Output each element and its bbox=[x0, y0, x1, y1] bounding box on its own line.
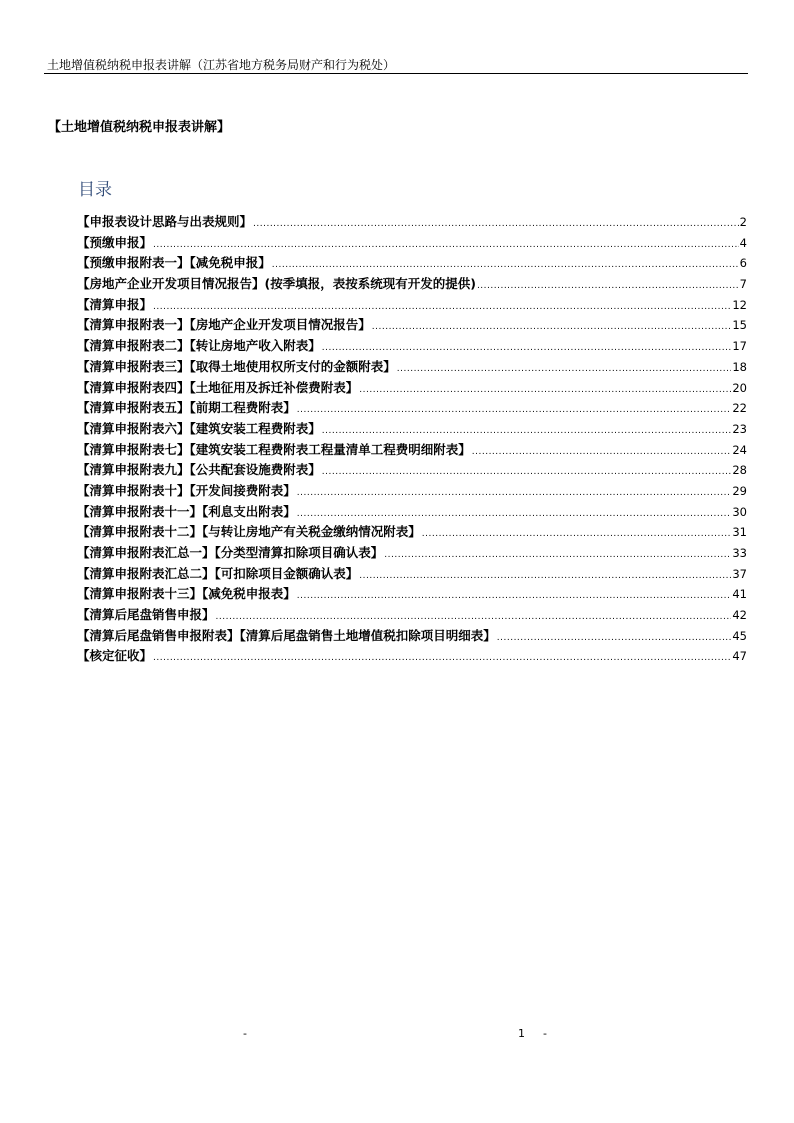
footer-page-number: 1 bbox=[518, 1027, 525, 1040]
toc-entry-page: 45 bbox=[732, 628, 747, 643]
toc-entry[interactable] bbox=[77, 233, 747, 254]
toc-entry[interactable] bbox=[77, 605, 747, 626]
toc-entry-label: 【清算申报附表一】【房地产企业开发项目情况报告】 bbox=[77, 317, 371, 333]
toc-entry-label: 【预缴申报附表一】【减免税申报】 bbox=[77, 255, 271, 271]
toc-leader-dots bbox=[497, 633, 732, 643]
document-title: 【土地增值税纳税申报表讲解】 bbox=[48, 120, 231, 135]
toc-entry[interactable] bbox=[77, 212, 747, 233]
toc-leader-dots bbox=[216, 612, 732, 622]
toc-entry-page: 17 bbox=[732, 339, 747, 354]
toc-leader-dots bbox=[153, 653, 731, 663]
toc-entry-label: 【预缴申报】 bbox=[77, 234, 153, 250]
toc-entry-page: 37 bbox=[732, 566, 747, 581]
toc-entry-page: 2 bbox=[739, 215, 747, 229]
table-of-contents bbox=[77, 212, 747, 667]
toc-entry-label: 【清算申报附表三】【取得土地使用权所支付的金额附表】 bbox=[77, 358, 396, 374]
toc-leader-dots bbox=[477, 281, 739, 291]
toc-entry-page: 20 bbox=[732, 380, 747, 395]
toc-entry[interactable] bbox=[77, 522, 747, 543]
toc-entry[interactable] bbox=[77, 460, 747, 481]
toc-entry-label: 【清算申报附表五】【前期工程费附表】 bbox=[77, 400, 296, 416]
toc-entry-label: 【房地产企业开发项目情况报告】(按季填报，表按系统现有开发的提供) bbox=[77, 276, 476, 292]
toc-leader-dots bbox=[297, 509, 732, 519]
toc-entry-page: 6 bbox=[739, 256, 747, 271]
toc-entry-page: 47 bbox=[732, 649, 747, 664]
toc-entry-page: 12 bbox=[732, 297, 747, 312]
toc-leader-dots bbox=[359, 385, 731, 395]
toc-entry-page: 22 bbox=[732, 401, 747, 416]
toc-leader-dots bbox=[472, 447, 732, 457]
toc-entry-page: 31 bbox=[732, 525, 747, 540]
toc-leader-dots bbox=[253, 219, 739, 229]
running-header: 土地增值税纳税申报表讲解（江苏省地方税务局财产和行为税处） bbox=[47, 58, 396, 72]
toc-entry-label: 【清算申报附表汇总一】【分类型清算扣除项目确认表】 bbox=[77, 545, 384, 560]
toc-entry-page: 24 bbox=[732, 442, 747, 457]
toc-entry-page: 33 bbox=[732, 546, 747, 560]
toc-entry-label: 【清算申报附表六】【建筑安装工程费附表】 bbox=[77, 420, 321, 436]
toc-entry[interactable] bbox=[77, 274, 747, 295]
toc-entry[interactable] bbox=[77, 481, 747, 502]
toc-entry[interactable] bbox=[77, 419, 747, 440]
toc-leader-dots bbox=[422, 529, 732, 539]
toc-leader-dots bbox=[322, 467, 732, 477]
toc-leader-dots bbox=[297, 405, 732, 415]
toc-entry-page: 29 bbox=[732, 483, 747, 498]
toc-entry-label: 【申报表设计思路与出表规则】 bbox=[77, 214, 253, 229]
toc-entry-label: 【清算申报附表十二】【与转让房地产有关税金缴纳情况附表】 bbox=[77, 524, 421, 540]
toc-entry[interactable] bbox=[77, 398, 747, 419]
toc-entry-page: 42 bbox=[732, 608, 747, 623]
toc-entry-label: 【清算申报附表九】【公共配套设施费附表】 bbox=[77, 462, 321, 478]
toc-entry-page: 41 bbox=[732, 587, 747, 602]
toc-entry[interactable] bbox=[77, 543, 747, 564]
toc-entry-label: 【清算申报附表十一】【利息支出附表】 bbox=[77, 503, 296, 519]
toc-entry[interactable] bbox=[77, 564, 747, 585]
toc-entry-label: 【清算申报附表七】【建筑安装工程费附表工程量清单工程费明细附表】 bbox=[77, 441, 471, 457]
toc-leader-dots bbox=[359, 571, 731, 581]
toc-entry[interactable] bbox=[77, 502, 747, 523]
toc-entry-page: 30 bbox=[732, 504, 747, 519]
footer-right-mark: - bbox=[543, 1027, 547, 1040]
toc-entry[interactable] bbox=[77, 646, 747, 667]
toc-entry-page: 28 bbox=[732, 463, 747, 478]
toc-leader-dots bbox=[153, 302, 731, 312]
toc-entry-label: 【清算申报附表二】【转让房地产收入附表】 bbox=[77, 338, 321, 354]
toc-leader-dots bbox=[272, 260, 739, 270]
toc-entry[interactable] bbox=[77, 295, 747, 316]
toc-entry-label: 【清算申报】 bbox=[77, 296, 153, 312]
header-divider bbox=[44, 73, 748, 74]
toc-entry[interactable] bbox=[77, 315, 747, 336]
toc-entry-label: 【核定征收】 bbox=[77, 648, 153, 664]
toc-entry-label: 【清算后尾盘销售申报附表】【清算后尾盘销售土地增值税扣除项目明细表】 bbox=[77, 627, 496, 643]
toc-leader-dots bbox=[297, 488, 732, 498]
toc-leader-dots bbox=[384, 550, 731, 560]
toc-leader-dots bbox=[372, 322, 732, 332]
toc-entry-label: 【清算申报附表十】【开发间接费附表】 bbox=[77, 482, 296, 498]
toc-entry[interactable] bbox=[77, 378, 747, 399]
toc-entry-page: 4 bbox=[739, 235, 747, 250]
toc-heading: 目录 bbox=[78, 180, 112, 200]
toc-entry-label: 【清算申报附表十三】【减免税申报表】 bbox=[77, 586, 296, 602]
toc-entry[interactable] bbox=[77, 440, 747, 461]
toc-entry-page: 23 bbox=[732, 421, 747, 436]
toc-entry[interactable] bbox=[77, 253, 747, 274]
toc-entry-label: 【清算申报附表四】【土地征用及拆迁补偿费附表】 bbox=[77, 379, 359, 395]
toc-entry-label: 【清算申报附表汇总二】【可扣除项目金额确认表】 bbox=[77, 565, 359, 581]
toc-entry[interactable] bbox=[77, 336, 747, 357]
toc-entry-page: 15 bbox=[732, 318, 747, 333]
toc-leader-dots bbox=[322, 343, 732, 353]
toc-entry[interactable] bbox=[77, 357, 747, 378]
toc-leader-dots bbox=[297, 591, 732, 601]
toc-leader-dots bbox=[397, 364, 732, 374]
toc-entry-page: 18 bbox=[732, 359, 747, 374]
toc-entry-label: 【清算后尾盘销售申报】 bbox=[77, 607, 215, 623]
toc-entry-page: 7 bbox=[739, 277, 747, 292]
footer-left-mark: - bbox=[243, 1027, 247, 1040]
toc-entry[interactable] bbox=[77, 626, 747, 647]
toc-leader-dots bbox=[322, 426, 732, 436]
toc-leader-dots bbox=[153, 240, 739, 250]
toc-entry[interactable] bbox=[77, 584, 747, 605]
